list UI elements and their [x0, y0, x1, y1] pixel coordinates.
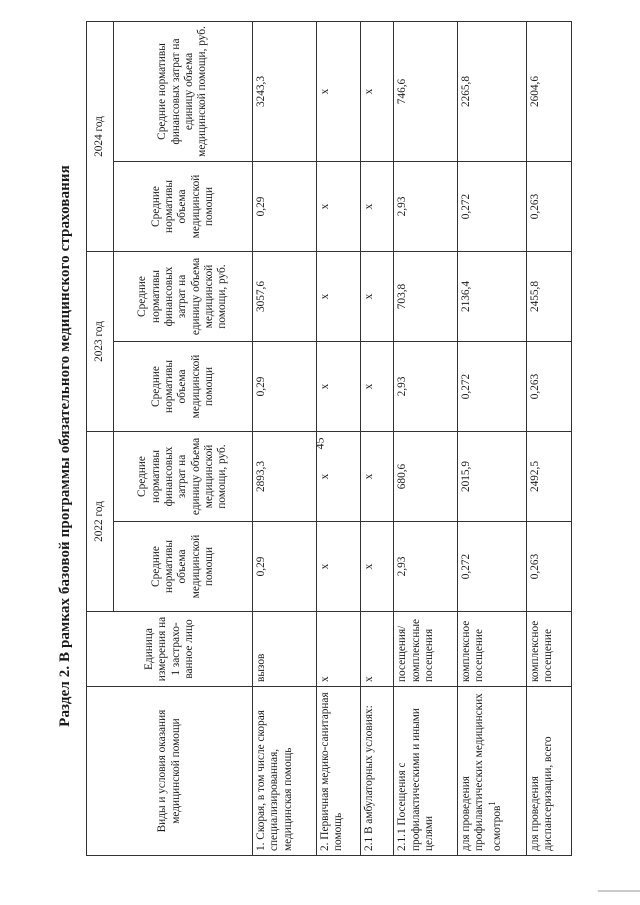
standards-table: [86, 21, 572, 856]
cost-2023: х: [361, 252, 394, 342]
cost-2024: 3243,3: [253, 22, 317, 162]
cost-2022: х: [361, 432, 394, 522]
header-unit: Единица измерения на 1 застрахо-ванное лицо: [87, 612, 253, 687]
table-row: [458, 22, 527, 856]
cost-2024: 2604,6: [527, 22, 572, 162]
volume-2023: х: [361, 342, 394, 432]
row-unit: комплексное посещение: [527, 612, 572, 687]
table-row: [253, 22, 317, 856]
volume-2023: 0,263: [527, 342, 572, 432]
header-row-years: [87, 22, 114, 856]
volume-2022: 0,272: [458, 522, 527, 612]
cost-2022: 2015,9: [458, 432, 527, 522]
volume-2022: х: [316, 522, 361, 612]
volume-2022: 2,93: [394, 522, 458, 612]
volume-2022: х: [361, 522, 394, 612]
footnote-mark: 1: [486, 801, 497, 806]
row-unit: комплексное посещение: [458, 612, 527, 687]
row-kind: 2. Первичная медико-санитарная помощь: [316, 687, 361, 856]
volume-2023: 2,93: [394, 342, 458, 432]
header-cost-2023: Средние нормативы финансовых затрат на единицу объема медицинской помощи, руб.: [114, 252, 253, 342]
row-kind: для проведения диспансеризации, всего: [527, 687, 572, 856]
volume-2022: 0,263: [527, 522, 572, 612]
cost-2023: 2136,4: [458, 252, 527, 342]
header-year-2022: 2022 год: [87, 432, 114, 612]
volume-2024: х: [316, 162, 361, 252]
row-unit: х: [316, 612, 361, 687]
cost-2023: х: [316, 252, 361, 342]
row-kind: 2.1.1 Посещения с профилактическими и иными целями: [394, 687, 458, 856]
header-volume-2023: Средние нормативы объема медицинской помощи: [114, 342, 253, 432]
row-kind: 2.1 В амбулаторных условиях:: [361, 687, 394, 856]
volume-2024: х: [361, 162, 394, 252]
page-number: 45: [312, 437, 327, 450]
header-kind: Виды и условия оказания медицинской помощи: [87, 687, 253, 856]
row-unit: х: [361, 612, 394, 687]
cost-2024: х: [361, 22, 394, 162]
header-year-2024: 2024 год: [87, 22, 114, 252]
row-kind: 1. Скорая, в том числе скорая специализированная, медицинская помощь: [253, 687, 317, 856]
cost-2022: х: [316, 432, 361, 522]
cost-2024: 2265,8: [458, 22, 527, 162]
cost-2022: 2492,5: [527, 432, 572, 522]
volume-2023: 0,29: [253, 342, 317, 432]
volume-2024: 2,93: [394, 162, 458, 252]
header-volume-2022: Средние нормативы объема медицинской помощи: [114, 522, 253, 612]
header-volume-2024: Средние нормативы объема медицинской помощи: [114, 162, 253, 252]
table-row: [527, 22, 572, 856]
volume-2023: 0,272: [458, 342, 527, 432]
table-row: [394, 22, 458, 856]
row-kind-cell: [458, 687, 527, 856]
section-title: Раздел 2. В рамках базовой программы обязательного медицинского страхования: [57, 165, 73, 727]
scan-edge-mark: [598, 890, 640, 892]
cost-2023: 3057,6: [253, 252, 317, 342]
volume-2023: х: [316, 342, 361, 432]
header-cost-2022: Средние нормативы финансовых затрат на единицу объема медицинской помощи, руб.: [114, 432, 253, 522]
header-year-2023: 2023 год: [87, 252, 114, 432]
cost-2023: 703,8: [394, 252, 458, 342]
cost-2022: 2893,3: [253, 432, 317, 522]
row-unit: посещения/ комплексные посещения: [394, 612, 458, 687]
volume-2024: 0,263: [527, 162, 572, 252]
table-row: [361, 22, 394, 856]
cost-2022: 680,6: [394, 432, 458, 522]
table-row: [316, 22, 361, 856]
cost-2024: х: [316, 22, 361, 162]
header-cost-2024: Средние нормативы финансовых затрат на единицу объема медицинской помощи, руб.: [114, 22, 253, 162]
row-unit: вызов: [253, 612, 317, 687]
cost-2023: 2455,8: [527, 252, 572, 342]
cost-2024: 746,6: [394, 22, 458, 162]
volume-2024: 0,272: [458, 162, 527, 252]
volume-2022: 0,29: [253, 522, 317, 612]
volume-2024: 0,29: [253, 162, 317, 252]
rotated-page-content: [50, 22, 596, 870]
row-kind: для проведения профилактических медицинских осмотров: [460, 693, 503, 851]
